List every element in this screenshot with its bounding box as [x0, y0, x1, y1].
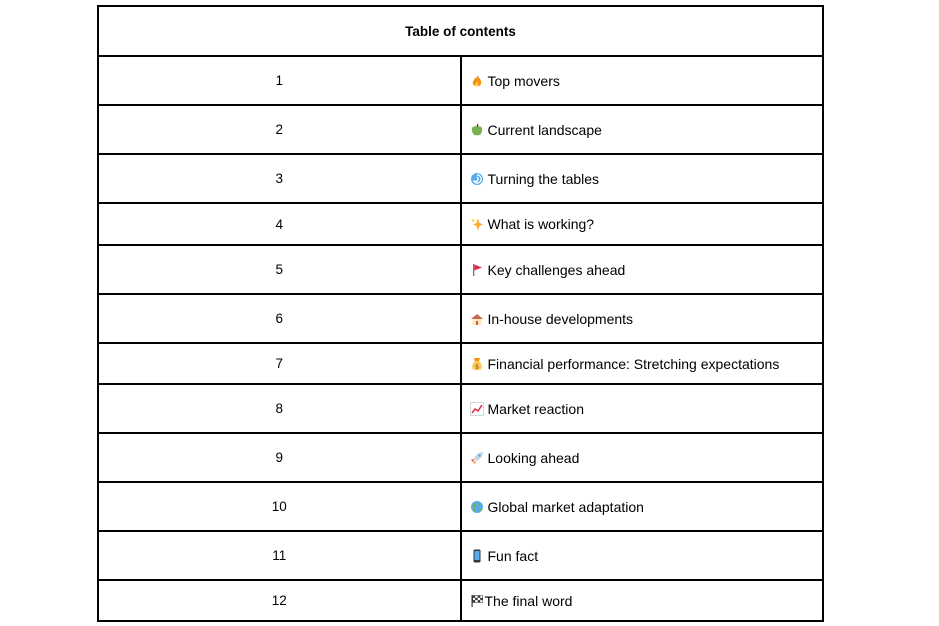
toc-row [98, 56, 823, 105]
toc-row [98, 580, 823, 621]
toc-row [98, 343, 823, 384]
toc-row-number: 12 [98, 580, 461, 621]
toc-row [98, 203, 823, 245]
svg-text:$: $ [474, 363, 479, 370]
toc-row [98, 384, 823, 433]
table-of-contents [97, 5, 824, 622]
toc-row-title-cell [461, 531, 824, 580]
toc-row-number: 9 [98, 433, 461, 482]
toc-row-number: 4 [98, 203, 461, 245]
fire-icon [470, 74, 484, 88]
toc-row-title: Current landscape [487, 121, 602, 138]
sparkles-icon [470, 217, 484, 231]
toc-row-title-cell [461, 580, 824, 621]
mobile-phone-icon [470, 549, 484, 563]
toc-row-title: Key challenges ahead [487, 261, 626, 278]
toc-row-number: 11 [98, 531, 461, 580]
toc-header: Table of contents [98, 6, 823, 56]
toc-row-title-cell [461, 343, 824, 384]
toc-row-number: 6 [98, 294, 461, 343]
toc-row [98, 531, 823, 580]
toc-row-title-cell [461, 433, 824, 482]
toc-row-title: Fun fact [487, 547, 539, 564]
toc-row-title: In-house developments [487, 310, 634, 327]
toc-row-title: The final word [484, 592, 573, 609]
toc-row-title: What is working? [487, 216, 595, 232]
toc-row-title-cell [461, 105, 824, 154]
chart-increasing-icon [470, 402, 484, 416]
toc-row-title: Top movers [487, 72, 560, 89]
green-apple-icon [470, 123, 484, 137]
toc-row-number: 3 [98, 154, 461, 203]
toc-row-title: Turning the tables [487, 170, 600, 187]
toc-row-title: Market reaction [487, 400, 584, 417]
toc-row-title: Global market adaptation [487, 498, 644, 515]
toc-row-title: Looking ahead [487, 449, 580, 466]
house-icon [470, 312, 484, 326]
toc-row-title: Financial performance: Stretching expectations [487, 355, 780, 372]
toc-row-number: 5 [98, 245, 461, 294]
toc-row-title-cell [461, 56, 824, 105]
toc-row-title-cell [461, 245, 824, 294]
toc-row [98, 433, 823, 482]
globe-icon [470, 500, 484, 514]
cyclone-icon [470, 172, 484, 186]
toc-row [98, 294, 823, 343]
toc-row-number: 1 [98, 56, 461, 105]
toc-row-number: 7 [98, 343, 461, 384]
toc-row [98, 105, 823, 154]
toc-row [98, 245, 823, 294]
toc-row [98, 154, 823, 203]
toc-row-title-cell [461, 384, 824, 433]
money-bag-icon [470, 357, 484, 371]
red-flag-icon [470, 263, 484, 277]
toc-row-title-cell [461, 294, 824, 343]
toc-row-number: 10 [98, 482, 461, 531]
rocket-icon [470, 451, 484, 465]
toc-row-title-cell [461, 482, 824, 531]
toc-row-title-cell [461, 203, 824, 245]
toc-row [98, 482, 823, 531]
toc-row-number: 2 [98, 105, 461, 154]
toc-row-number: 8 [98, 384, 461, 433]
toc-row-title-cell [461, 154, 824, 203]
chequered-flag-icon [470, 594, 484, 608]
